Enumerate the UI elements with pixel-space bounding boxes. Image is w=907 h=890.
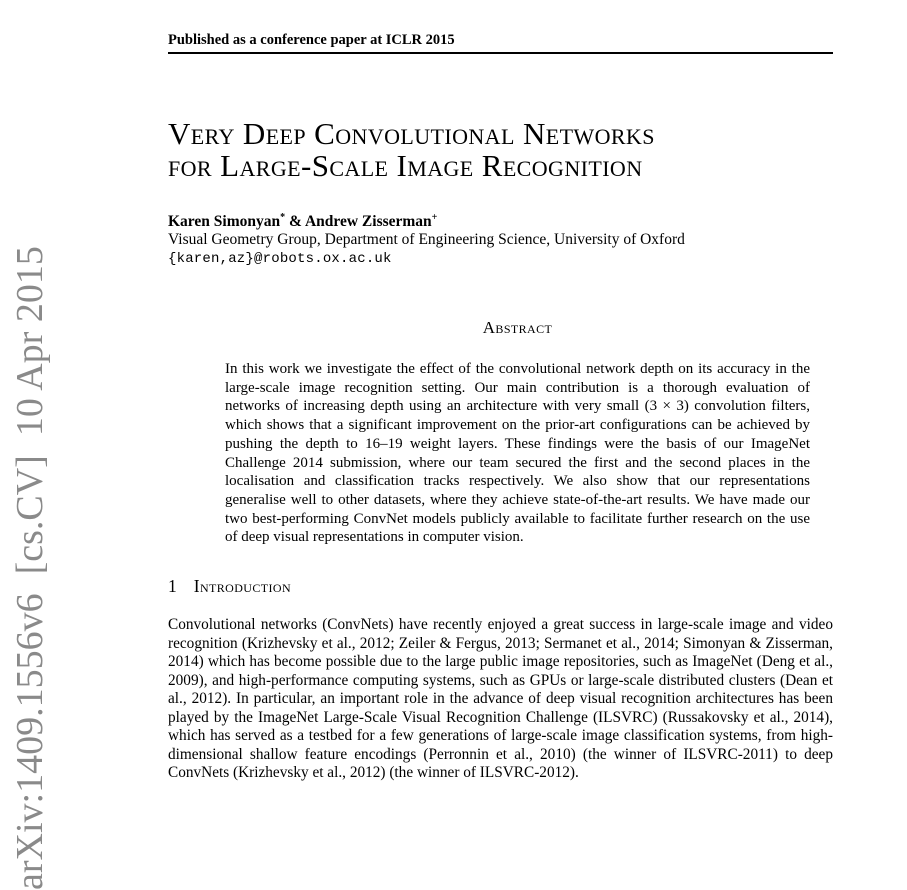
author-1-footnote-mark: * bbox=[280, 211, 286, 223]
header-rule bbox=[168, 52, 833, 54]
abstract-text: In this work we investigate the effect of the convolutional network depth on its accuracy in the large-scale image recognition setting. Our main contribution is a thorough evaluation of networks of increasing depth using an architecture with very small (3 × 3) convolution filters, which shows that a significant improvement on the prior-art configurations can be achieved by pushing the depth to 16–19 weight layers. These findings were the basis of our ImageNet Challenge 2014 submission, where our team secured the first and the second places in the localisation and classification tracks respectively. We also show that our representations generalise well to other datasets, where they achieve state-of-the-art results. We have made our two best-performing ConvNet models publicly available to facilitate further research on the use of deep visual representations in computer vision. bbox=[225, 361, 810, 546]
paper-title bbox=[168, 118, 833, 182]
email-line: {karen,az}@robots.ox.ac.uk bbox=[168, 250, 392, 267]
authors-block bbox=[168, 212, 833, 268]
abstract-section bbox=[225, 318, 810, 547]
introduction-paragraph: Convolutional networks (ConvNets) have recently enjoyed a great success in large-scale image and video recognition (Krizhevsky et al., 2012; Zeiler & Fergus, 2013; Sermanet et al., 2014; Simonyan & Zisserman, 2014) which has become possible due to the large public image repositories, such as ImageNet (Deng et al., 2009), and high-performance computing systems, such as GPUs or large-scale distributed clusters (Dean et al., 2012). In particular, an important role in the advance of deep visual recognition architectures has been played by the ImageNet Large-Scale Visual Recognition Challenge (ILSVRC) (Russakovsky et al., 2014), which has served as a testbed for a few generations of large-scale image classification systems, from high-dimensional shallow feature encodings (Perronnin et al., 2010) (the winner of ILSVRC-2011) to deep ConvNets (Krizhevsky et al., 2012) (the winner of ILSVRC-2012). bbox=[168, 616, 833, 782]
author-2-name: Andrew Zisserman bbox=[304, 213, 432, 230]
section-heading-introduction bbox=[168, 575, 833, 597]
author-separator: & bbox=[285, 213, 305, 230]
author-1-name: Karen Simonyan bbox=[168, 213, 281, 230]
affiliation-line: Visual Geometry Group, Department of Engineering Science, University of Oxford bbox=[168, 231, 685, 248]
section-number: 1 bbox=[168, 576, 177, 597]
section-title: Introduction bbox=[193, 576, 292, 597]
author-2-footnote-mark: + bbox=[431, 211, 438, 223]
conference-header-note: Published as a conference paper at ICLR 2015 bbox=[168, 32, 455, 48]
paper-title-line-1: Very Deep Convolutional Networks bbox=[168, 116, 655, 151]
paper-title-line-2: for Large-Scale Image Recognition bbox=[168, 148, 643, 183]
abstract-heading: Abstract bbox=[482, 318, 553, 337]
paper-content bbox=[168, 0, 833, 783]
author-names bbox=[168, 212, 833, 231]
arxiv-watermark: arXiv:1409.1556v6 [cs.CV] 10 Apr 2015 bbox=[9, 246, 51, 890]
